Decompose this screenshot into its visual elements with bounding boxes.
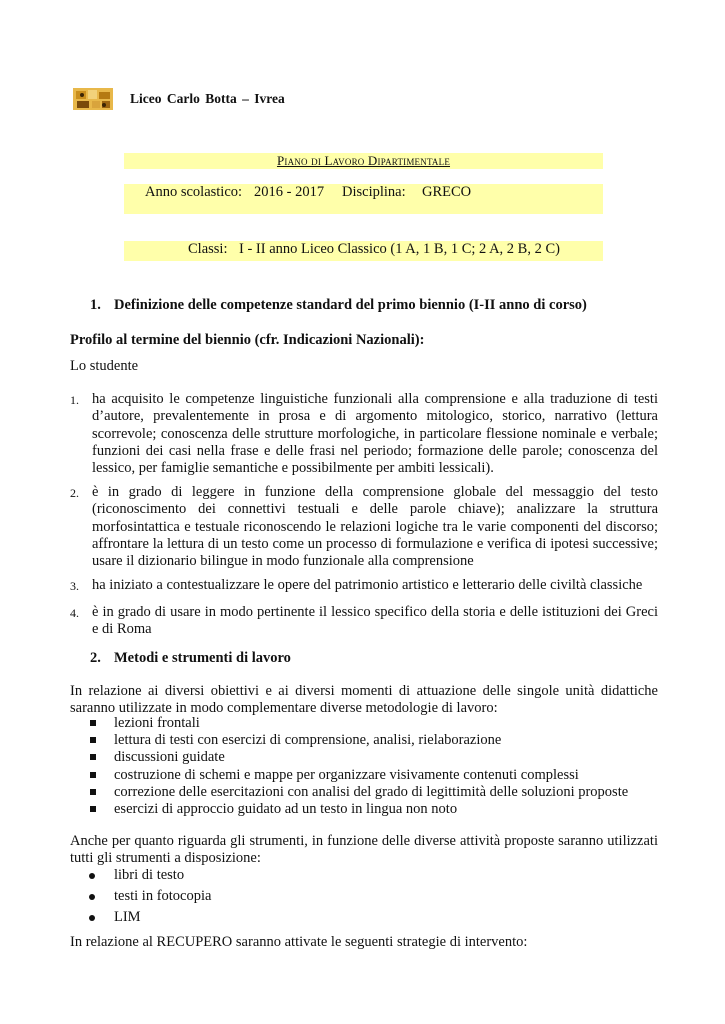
list-item-number: 1.: [70, 393, 79, 407]
list-item: è in grado di leggere in funzione della comprensione globale del messaggio del testo (riconoscimento dei connettivi testuali e delle parole chiave); analizzare la struttura morfosintattica e testuale riconoscendo le relazioni logiche tra le varie componenti del discorso; affrontare la lettura di un testo come un processo di formulazione e verifica di ipotesi successive; usare il dizionario bilingue in modo funzionale alla comprensione: [92, 484, 658, 570]
square-bullet-icon: [90, 720, 96, 726]
metodi-list: [90, 715, 660, 818]
square-bullet-icon: [90, 789, 96, 795]
classi-box: [124, 241, 603, 261]
title-box: [124, 153, 603, 169]
list-item-number: 3.: [70, 579, 79, 593]
list-item: testi in fotocopia: [89, 886, 489, 907]
classi-value: I - II anno Liceo Classico (1 A, 1 B, 1 C; 2 A, 2 B, 2 C): [239, 241, 560, 257]
section1-number: 1.: [90, 297, 101, 313]
metodi-intro: In relazione ai diversi obiettivi e ai diversi momenti di attuazione delle singole unità didattiche saranno utilizzate in modo complementare diverse metodologie di lavoro:: [70, 683, 658, 717]
list-item: ha iniziato a contestualizzare le opere del patrimonio artistico e letterario delle civiltà classiche: [92, 577, 643, 593]
bullet-icon: [89, 915, 95, 921]
bullet-icon: [89, 894, 95, 900]
list-item: discussioni guidate: [90, 749, 660, 766]
bullet-icon: [89, 873, 95, 879]
list-item: costruzione di schemi e mappe per organizzare visivamente contenuti complessi: [90, 767, 660, 784]
list-item-number: 4.: [70, 606, 79, 620]
square-bullet-icon: [90, 772, 96, 778]
strumenti-list: [89, 865, 489, 928]
list-item: correzione delle esercitazioni con analisi del grado di legittimità delle soluzioni proposte: [90, 784, 660, 801]
list-item: è in grado di usare in modo pertinente il lessico specifico della storia e delle istituzioni dei Greci e di Roma: [92, 604, 658, 638]
section1-title: Definizione delle competenze standard del primo biennio (I-II anno di corso): [114, 297, 587, 313]
school-logo: [73, 86, 113, 112]
list-item: ha acquisito le competenze linguistiche funzionali alla comprensione e alla traduzione di testi d’autore, prevalentemente in prosa e di argomento mitologico, storico, narrativo (lettura scorrevole; conoscenza delle strutture morfologiche, in particolare flessione nominale e verbale; funzioni dei casi nella frase e delle frasi nel periodo; formazione delle parole; conoscenza del lessico, per famiglie semantiche e possibilmente per ambiti lessicali).: [92, 391, 658, 477]
disciplina-value: GRECO: [422, 184, 472, 200]
list-item-number: 2.: [70, 486, 79, 500]
list-item: lezioni frontali: [90, 715, 660, 732]
document-title: Piano di Lavoro Dipartimentale: [276, 153, 451, 168]
list-item: lettura di testi con esercizi di comprensione, analisi, rielaborazione: [90, 732, 660, 749]
section2-number: 2.: [90, 650, 101, 666]
list-item: LIM: [89, 907, 489, 928]
anno-disciplina-box: [124, 184, 603, 214]
list-item: libri di testo: [89, 865, 489, 886]
recupero-intro: In relazione al RECUPERO saranno attivate le seguenti strategie di intervento:: [70, 934, 528, 950]
square-bullet-icon: [90, 806, 96, 812]
classi-label: Classi:: [188, 241, 228, 257]
square-bullet-icon: [90, 754, 96, 760]
profilo-title: Profilo al termine del biennio (cfr. Indicazioni Nazionali):: [70, 332, 425, 348]
strumenti-intro: Anche per quanto riguarda gli strumenti, in funzione delle diverse attività proposte saranno utilizzati tutti gli strumenti a disposizione:: [70, 833, 658, 867]
school-name: Liceo Carlo Botta – Ivrea: [130, 91, 285, 106]
disciplina-label: Disciplina:: [342, 184, 406, 200]
list-item: esercizi di approccio guidato ad un testo in lingua non noto: [90, 801, 660, 818]
profilo-intro: Lo studente: [70, 358, 139, 374]
section2-title: Metodi e strumenti di lavoro: [114, 650, 291, 666]
square-bullet-icon: [90, 737, 96, 743]
anno-value: 2016 - 2017: [254, 184, 325, 200]
anno-label: Anno scolastico:: [145, 184, 243, 200]
